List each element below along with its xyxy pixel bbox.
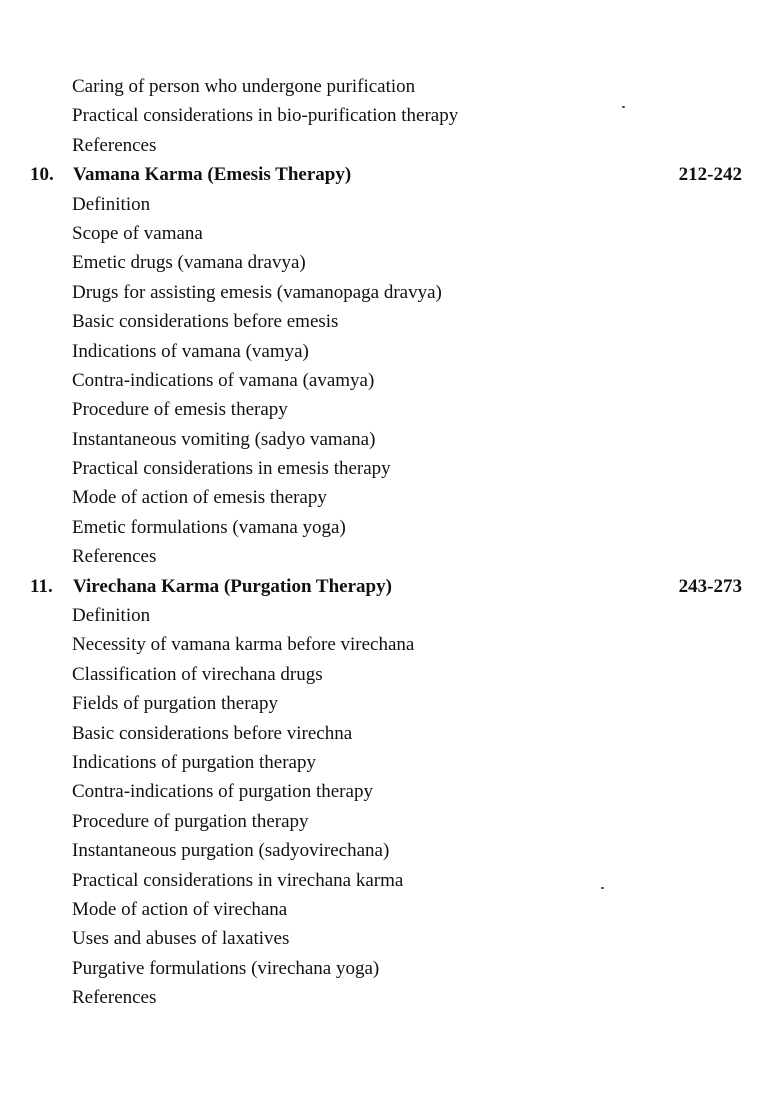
- toc-item: Practical considerations in emesis therapy: [72, 458, 391, 480]
- toc-item: Definition: [72, 605, 151, 627]
- scan-speck: [622, 106, 625, 108]
- toc-item: References: [72, 134, 157, 156]
- toc-item: Definition: [72, 193, 151, 215]
- chapter-page-range: 212-242: [678, 164, 742, 186]
- toc-item: Procedure of emesis therapy: [72, 399, 288, 421]
- toc-item: Mode of action of emesis therapy: [72, 487, 327, 509]
- chapter-11-heading: [0, 572, 780, 601]
- toc-item: Emetic formulations (vamana yoga): [72, 516, 346, 538]
- toc-item: Practical considerations in virechana karma: [72, 869, 404, 891]
- toc-item: Purgative formulations (virechana yoga): [72, 957, 380, 979]
- toc-item: Classification of virechana drugs: [72, 663, 323, 685]
- toc-item: Uses and abuses of laxatives: [72, 928, 290, 950]
- chapter-10-heading: [0, 160, 780, 189]
- toc-item: Fields of purgation therapy: [72, 693, 278, 715]
- toc-item: Necessity of vamana karma before virechana: [72, 634, 415, 656]
- toc-item: Procedure of purgation therapy: [72, 810, 309, 832]
- toc-item: References: [72, 987, 157, 1009]
- toc-item: Basic considerations before virechna: [72, 722, 353, 744]
- toc-item: Scope of vamana: [72, 222, 203, 244]
- toc-item: Contra-indications of purgation therapy: [72, 781, 373, 803]
- chapter-number: 11.: [30, 575, 53, 597]
- toc-item: References: [72, 546, 157, 568]
- toc-item: Instantaneous purgation (sadyovirechana): [72, 840, 390, 862]
- toc-item: Indications of purgation therapy: [72, 751, 316, 773]
- toc-item: Drugs for assisting emesis (vamanopaga dravya): [72, 281, 442, 303]
- chapter-title: Virechana Karma (Purgation Therapy): [73, 575, 392, 597]
- toc-item: Emetic drugs (vamana dravya): [72, 252, 306, 274]
- toc-item: Mode of action of virechana: [72, 898, 288, 920]
- scan-speck: [601, 887, 604, 889]
- toc-item: Practical considerations in bio-purification therapy: [72, 105, 459, 127]
- table-of-contents: [0, 72, 780, 1013]
- chapter-number: 10.: [30, 164, 54, 186]
- toc-item: Basic considerations before emesis: [72, 311, 339, 333]
- toc-item: Caring of person who undergone purification: [72, 76, 416, 97]
- toc-item: Contra-indications of vamana (avamya): [72, 369, 375, 391]
- chapter-page-range: 243-273: [678, 575, 742, 597]
- toc-item: Indications of vamana (vamya): [72, 340, 309, 362]
- chapter-title: Vamana Karma (Emesis Therapy): [73, 164, 352, 186]
- toc-item: Instantaneous vomiting (sadyo vamana): [72, 428, 376, 450]
